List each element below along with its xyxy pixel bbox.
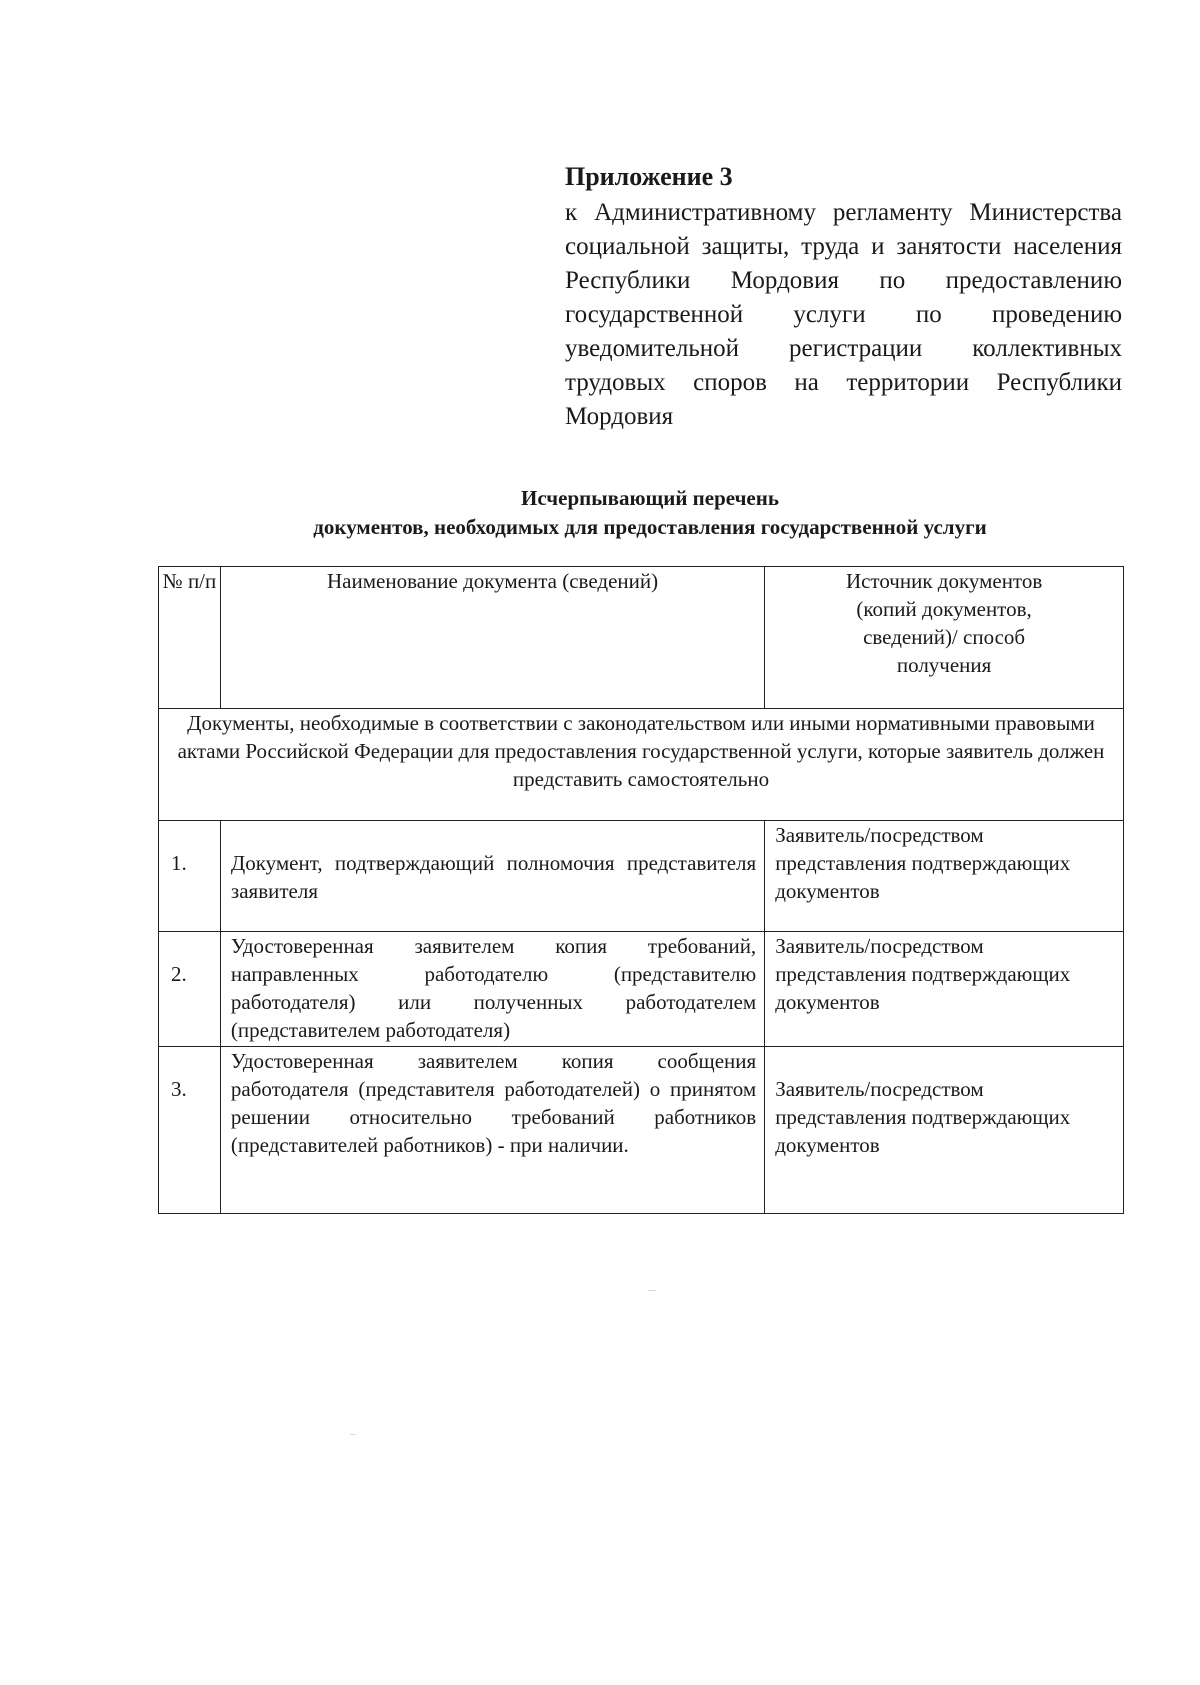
header-number-text: № п/п [162, 569, 217, 593]
row-number: 2. [171, 962, 187, 986]
header-source [765, 567, 1124, 709]
list-title-line-2: документов, необходимых для предоставления государственной услуги [313, 515, 987, 539]
row-number-cell [159, 821, 221, 932]
list-title-line-1: Исчерпывающий перечень [521, 486, 779, 510]
scan-mark [648, 1290, 656, 1291]
appendix-header [565, 160, 1122, 434]
scan-mark [350, 1434, 356, 1435]
table-row [159, 1047, 1124, 1214]
row-number-cell [159, 932, 221, 1047]
row-number: 1. [171, 851, 187, 875]
header-document-name-text: Наименование документа (сведений) [327, 569, 659, 593]
row-source: Заявитель/посредством представления подтверждающих документов [765, 932, 1124, 1047]
row-document-name: Документ, подтверждающий полномочия представителя заявителя [220, 821, 764, 932]
row-source: Заявитель/посредством представления подтверждающих документов [765, 821, 1124, 932]
table-header-row [159, 567, 1124, 709]
table-row [159, 821, 1124, 932]
header-number [159, 567, 221, 709]
table-section-row [159, 709, 1124, 821]
row-number: 3. [171, 1077, 187, 1101]
documents-table [158, 566, 1124, 1214]
appendix-text: к Административному регламенту Министерства социальной защиты, труда и занятости населения Республики Мордовия по предоставлению государственной услуги по проведению уведомительной регистрации коллективных трудовых споров на территории Республики Мордовия [565, 199, 1122, 430]
document-list-title [150, 484, 1150, 542]
section-heading: Документы, необходимые в соответствии с законодательством или иными нормативными правовыми актами Российской Федерации для предоставления государственной услуги, которые заявитель должен представить самостоятельно [159, 709, 1124, 821]
row-document-name: Удостоверенная заявителем копия сообщения работодателя (представителя работодателей) о принятом решении относительно требований работников (представителей работников) - при наличии. [220, 1047, 764, 1214]
table-row [159, 932, 1124, 1047]
row-document-name: Удостоверенная заявителем копия требований, направленных работодателю (представителю работодателя) или полученных работодателем (представителем работодателя) [220, 932, 764, 1047]
header-document-name [220, 567, 764, 709]
row-number-cell [159, 1047, 221, 1214]
header-source-text: Источник документов (копий документов, сведений)/ способ получения [845, 569, 1043, 677]
appendix-title: Приложение 3 [565, 162, 733, 191]
row-source: Заявитель/посредством представления подтверждающих документов [765, 1047, 1124, 1214]
